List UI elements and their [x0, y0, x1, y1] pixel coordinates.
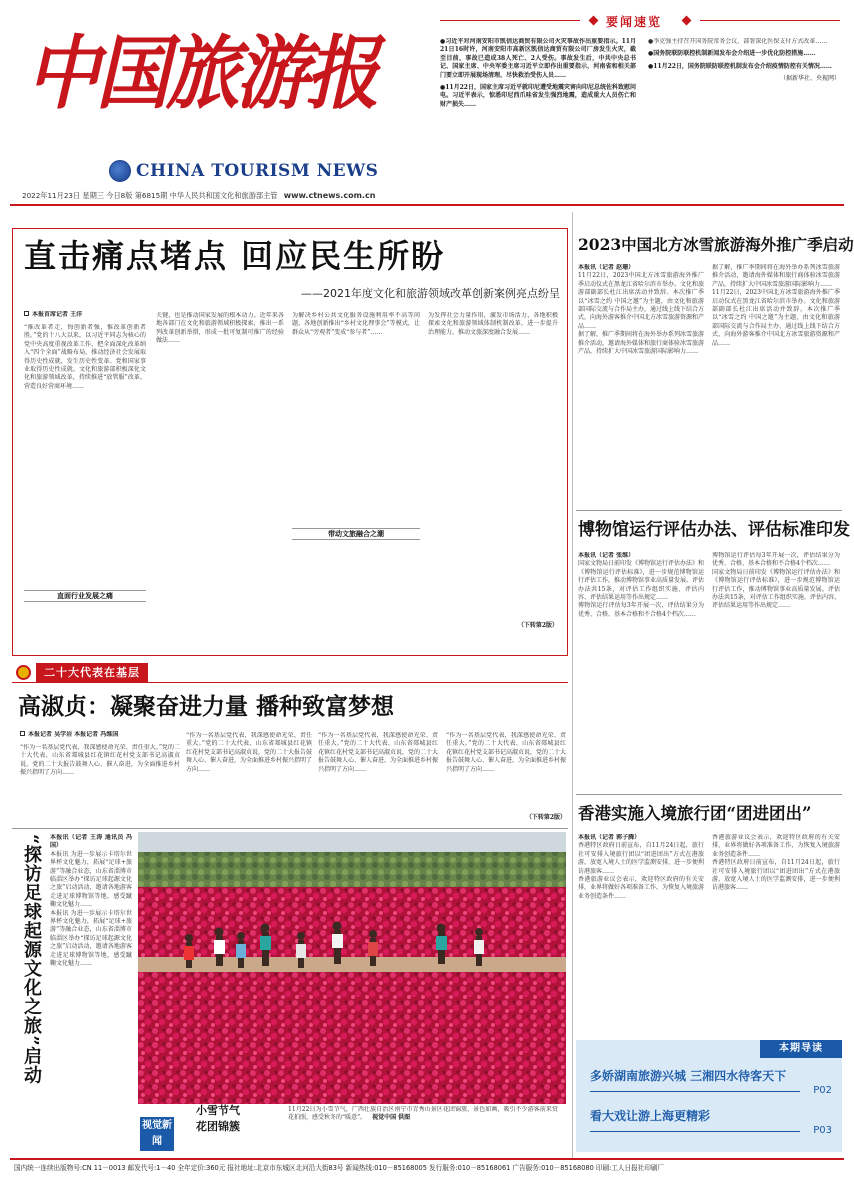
lead-col3: 为解决乡村公共文化服务设施利用率不高等问题，各地创新推出“乡村文化理事会”等模式，让群众从“旁观者”变成“参与者”…… 带动文旅融合之潮 — [292, 312, 420, 649]
lead-subhead: 直面行业发展之痛 — [24, 590, 146, 602]
dateline-text: 2022年11月23日 星期三 今日8版 第6815期 中华人民共和国文化和旅游部主管 — [22, 191, 278, 200]
byline-square-icon — [24, 311, 29, 316]
lead-col1: “推改革者走，悔创新者强，惟改革创新者胜。”党的十八大以来，以习近平同志为核心的党中央高度重视改革工作，把全面深化改革纳入“四个全面”战略布局，推动经济社会发展取得历史性成就，发生历史性变革。党和国家事业取得历史性成就。文化和旅游部积极深化文化和旅游领域改革，持续推进“放管服”改革，营造良好营商环境…… 直面行业发展之痛 — [24, 324, 146, 649]
explore-body: 本报讯（记者 王涛 通讯员 冯国） 本报讯 为进一步展示卡塔尔世界杯文化魅力，拓展“足球+旅游”等融合业态，山东省淄博市临淄区举办“探访足球起源文化之旅”启动活动，邀请各地游客走进足球博物馆等地，感受蹴鞠文化魅力…… 本报讯 为进一步展示卡塔尔世界杯文化魅力，拓展“足球+旅游”等融合业态，山东省淄博市临淄区举办“探访足球起源文化之旅”启动活动，邀请各地游客走进足球博物馆等地，感受蹴鞠文化魅力…… — [50, 834, 132, 968]
rep-title: 高淑贞：凝聚奋进力量 播种致富梦想 — [18, 693, 395, 720]
museum-byline: 本报讯（记者 张维） — [578, 552, 635, 559]
guide-item[interactable] — [590, 1108, 834, 1142]
guide-item-title[interactable]: 多娇湖南旅游兴城 三湘四水待客天下 — [590, 1069, 787, 1083]
museum-col1: 本报讯（记者 张维） 国家文物局日前印发《博物馆运行评估办法》和《博物馆运行评估标准》，进一步规范博物馆运行评估工作，推动博物馆事业高质量发展。评估办法共15条，对评估工作组织实施、评估内容、评估结果运用等作出规定…… 博物馆运行评估每3年开展一次，评估结果分为优秀、合格、基本合格和不合格4个档次…… — [578, 552, 704, 618]
lead-subhead: 带动文旅融合之潮 — [292, 528, 420, 540]
bougainvillea-photo — [138, 832, 566, 1104]
lead-title: 直击痛点堵点 回应民生所盼 — [24, 237, 446, 275]
dateline — [22, 191, 432, 201]
museum-col2: 博物馆运行评估每3年开展一次，评估结果分为优秀、合格、基本合格和不合格4个档次…… 国家文物局日前印发《博物馆运行评估办法》和《博物馆运行评估标准》，进一步规范博物馆运行评估工作，推动博物馆事业高质量发展。评估办法共15条，对评估工作组织实施、评估内容、评估结果运用等作出规定…… — [712, 552, 840, 610]
brief-item: ●11月22日，国家主席习近平就印尼遭受地震灾害向印尼总统佐科致慰问电。习近平表示，惊悉印尼西爪哇省发生强烈地震，造成重大人员伤亡和财产损失…… — [440, 84, 636, 108]
guide-item-page[interactable]: P03 — [813, 1125, 832, 1136]
continued-note[interactable]: （下转第2版） — [525, 814, 566, 821]
photo — [138, 832, 566, 1104]
masthead — [14, 10, 426, 200]
masthead-logo: 中国旅游报 — [26, 26, 376, 120]
photo-caption-bar — [138, 1104, 566, 1154]
brief-title: 要闻速览 — [606, 15, 663, 29]
rep-byline: 本报记者 吴学岩 本报记者 冯维国 — [20, 731, 180, 741]
photo-title: 小雪节气 花团锦簇 — [196, 1104, 240, 1133]
photo-caption: 11月22日为小雪节气，广西壮族自治区南宁市青秀山景区花团锦簇，景色如画，吸引不少游客前来赏花拍照，感受秋冬的“暖意”。 视觉中国 供图 — [288, 1106, 558, 1122]
brief-item: ●李克强主持召开国务院常务会议，部署深化医保支付方式改革…… — [648, 38, 828, 45]
section-banner — [12, 663, 568, 683]
guide-item-title[interactable]: 看大戏让游上海更精彩 — [590, 1109, 711, 1123]
explore-byline: 本报讯（记者 王涛 通讯员 冯国） — [50, 834, 132, 850]
ice-title: 2023中国北方冰雪旅游海外推广季启动 — [578, 235, 854, 254]
ice-col1: 本报讯（记者 赵珊） 11月22日，2023中国北方冰雪旅游海外推广季启动仪式在黑龙江省哈尔滨市举办。文化和旅游部副部长杜江出席活动并致辞。本次推广季以“冰雪之约 中国之邀”为主题，由文化和旅游部国际交流与合作局主办，通过线上线下结合方式，向海外游客推介中国北方冰雪旅游资源和产品…… 据了解，推广季期间将在海外举办系列冰雪旅游推介活动，邀请海外媒体和旅行商体验冰雪旅游产品，持续扩大中国冰雪旅游国际影响力…… — [578, 264, 704, 356]
hk-byline: 本报讯（记者 郭子腾） — [578, 834, 641, 841]
rep-col3: “作为一名基层党代表，我深感使命光荣、责任重大。”党的二十大代表、山东省郯城县红花镇红花村党支部书记高淑贞说，党的二十大报告鼓舞人心、催人奋进，为全面推进乡村振兴指明了方向…… — [318, 732, 438, 773]
footer: 国内统一连续出版物号:CN 11－0013 邮发代号:1－40 全年定价:360元 报社地址:北京市东城区北河沿大街83号 新闻热线:010－85168005 发行服务:010－85168061 广告服务:010－85168080 印刷:工人日报社印刷厂 — [14, 1164, 665, 1172]
hk-title: 香港实施入境旅行团“团进团出” — [578, 804, 812, 823]
globe-icon — [109, 160, 131, 182]
hk-col2: 香港旅游业议会表示，欢迎特区政府的有关安排，业界将做好各项准备工作，为恢复入境旅游业务创造条件…… 香港特区政府日前宣布，自11月24日起，旅行社可安排入境旅行团以“团进团出”方式在港旅游，放宽入境人士的医学监测安排，进一步便利访港旅客…… — [712, 834, 840, 892]
museum-title: 博物馆运行评估办法、评估标准印发 — [578, 520, 850, 540]
guide-header: 本期导读 — [760, 1040, 842, 1058]
lead-col4: 为发挥社会力量作用，激发市场活力，各地积极探索文化和旅游领域体制机制改革，进一步提升治理能力，推动文旅深度融合发展…… （下转第2版） — [428, 312, 558, 629]
brief-source: （据新华社、央视网） — [779, 75, 840, 83]
brief-diamond-icon — [589, 16, 599, 26]
brief-col1 — [440, 38, 636, 196]
photo-credit: 视觉中国 供图 — [372, 1114, 411, 1122]
brief-header — [440, 10, 840, 32]
brief-item: ●11月22日，国务院联防联控机制发布会介绍疫情防控有关情况…… — [648, 62, 832, 70]
website-link[interactable]: www.ctnews.com.cn — [283, 191, 376, 200]
guide-box — [576, 1040, 842, 1152]
brief-item: ●国务院联防联控机制新闻发布会介绍进一步优化防控措施…… — [648, 50, 816, 58]
continued-note[interactable]: （下转第2版） — [517, 622, 558, 629]
byline-square-icon — [20, 731, 25, 736]
explore-vtitle: “探访足球起源文化之旅”启动 — [21, 834, 42, 1085]
masthead-english: CHINA TOURISM NEWS — [136, 161, 379, 181]
rep-col4: “作为一名基层党代表，我深感使命光荣、责任重大。”党的二十大代表、山东省郯城县红花镇红花村党支部书记高淑贞说，党的二十大报告鼓舞人心、催人奋进，为全面推进乡村振兴指明了方向…… （下转第2版） — [446, 732, 566, 821]
lead-byline: 本报首席记者 王洋 — [24, 311, 154, 321]
rep-col2: “作为一名基层党代表，我深感使命光荣、责任重大。”党的二十大代表、山东省郯城县红花镇红花村党支部书记高淑贞说，党的二十大报告鼓舞人心、催人奋进，为全面推进乡村振兴指明了方向…… — [186, 732, 312, 773]
rep-col1: “作为一名基层党代表，我深感使命光荣、责任重大。”党的二十大代表、山东省郯城县红花镇红花村党支部书记高淑贞说，党的二十大报告鼓舞人心、催人奋进，为全面推进乡村振兴指明了方向…… — [20, 744, 180, 777]
brief-col2 — [648, 38, 840, 196]
ice-byline: 本报讯（记者 赵珊） — [578, 264, 635, 271]
party-emblem-icon — [16, 665, 31, 680]
guide-item[interactable] — [590, 1068, 834, 1102]
section-label: 二十大代表在基层 — [36, 663, 148, 682]
lead-subtitle: ——2021年度文化和旅游领域改革创新案例亮点纷呈 — [301, 287, 560, 300]
brief-item: ●习近平对河南安阳市凯信达商贸有限公司火灾事故作出重要指示。11月21日16时许，河南安阳市高新区凯信达商贸有限公司厂房发生火灾，截至目前，事故已造成38人死亡、2人受伤。事故发生后，中共中央总书记、国家主席、中央军委主席习近平立即作出重要指示，河南省和相关部门要立即开展现场清理、尽快救治受伤人员…… — [440, 38, 636, 79]
lead-col2: 关键，也是推动国家发展的根本动力。近年来各地各部门在文化和旅游领域积极探索，推出一系列改革创新举措，形成一批可复制可推广的经验做法…… — [156, 312, 284, 345]
hk-col1: 本报讯（记者 郭子腾） 香港特区政府日前宣布，自11月24日起，旅行社可安排入境旅行团以“团进团出”方式在港旅游，放宽入境人士的医学监测安排，进一步便利访港旅客…… 香港旅游业议会表示，欢迎特区政府的有关安排，业界将做好各项准备工作，为恢复入境旅游业务创造条件…… — [578, 834, 704, 900]
guide-item-page[interactable]: P02 — [813, 1085, 832, 1096]
ice-col2: 据了解，推广季期间将在海外举办系列冰雪旅游推介活动，邀请海外媒体和旅行商体验冰雪旅游产品，持续扩大中国冰雪旅游国际影响力…… 11月22日，2023中国北方冰雪旅游海外推广季启动仪式在黑龙江省哈尔滨市举办。文化和旅游部副部长杜江出席活动并致辞。本次推广季以“冰雪之约 中国之邀”为主题，由文化和旅游部国际交流与合作局主办，通过线上线下结合方式，向海外游客推介中国北方冰雪旅游资源和产品…… — [712, 264, 840, 347]
visual-news-tag: 视觉新闻 — [140, 1117, 174, 1151]
